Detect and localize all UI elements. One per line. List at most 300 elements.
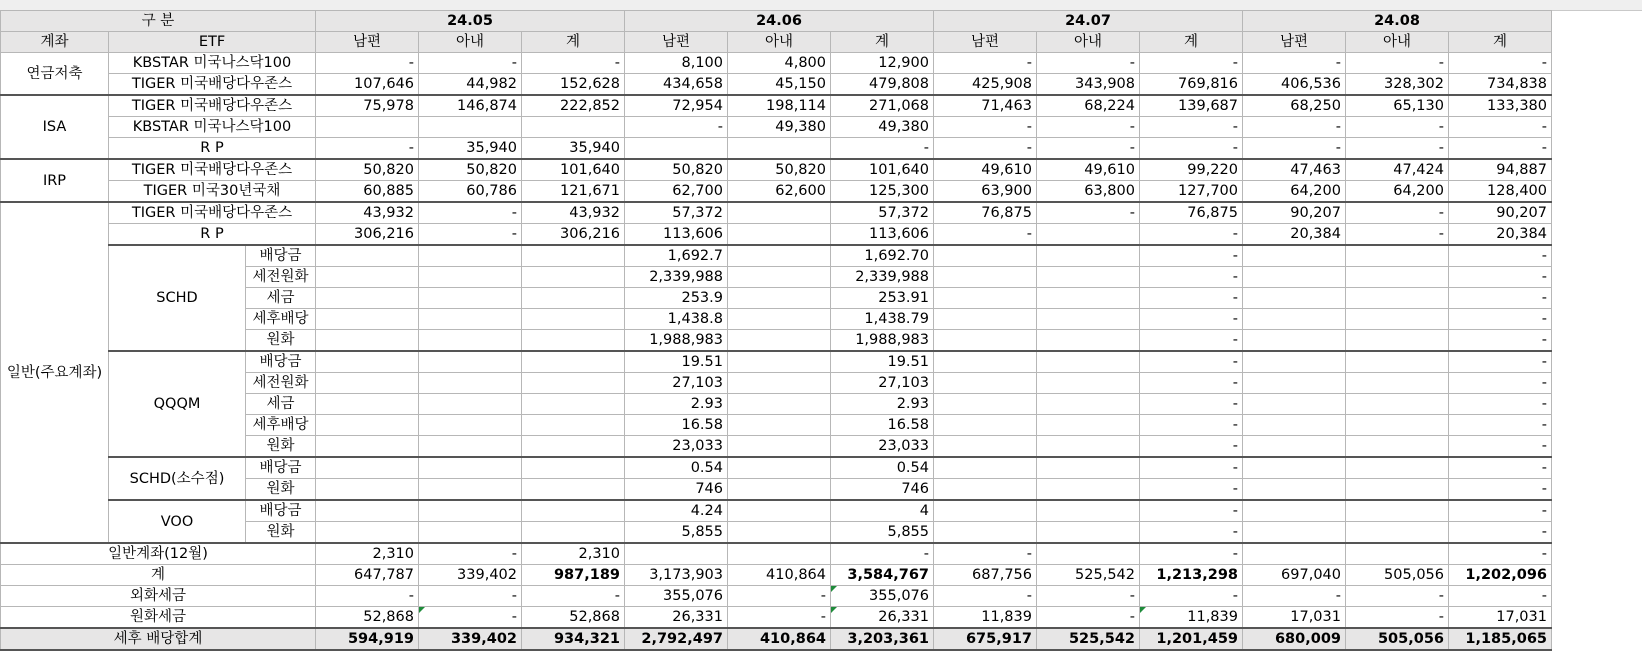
value-cell[interactable] [1346,457,1449,479]
value-cell[interactable]: - [1140,500,1243,522]
value-cell[interactable]: 52,868 [316,607,419,629]
value-cell[interactable]: - [1449,373,1552,394]
value-cell[interactable] [522,288,625,309]
value-cell[interactable] [1243,309,1346,330]
value-cell[interactable]: - [522,586,625,607]
value-cell[interactable]: 4.24 [625,500,728,522]
value-cell[interactable] [1037,394,1140,415]
value-cell[interactable]: 8,100 [625,53,728,74]
value-cell[interactable]: 50,820 [316,159,419,181]
value-cell[interactable]: - [1449,288,1552,309]
value-cell[interactable]: 76,875 [1140,202,1243,224]
value-cell[interactable]: 76,875 [934,202,1037,224]
value-cell[interactable]: 594,919 [316,628,419,650]
value-cell[interactable]: 43,932 [316,202,419,224]
value-cell[interactable] [419,351,522,373]
value-cell[interactable]: 27,103 [625,373,728,394]
value-cell[interactable] [419,394,522,415]
sub-header[interactable]: 아내 [419,32,522,53]
value-cell[interactable] [522,330,625,352]
value-cell[interactable]: 20,384 [1449,224,1552,246]
value-cell[interactable] [522,415,625,436]
total-label[interactable]: 계 [1,565,316,586]
value-cell[interactable]: 17,031 [1243,607,1346,629]
value-cell[interactable]: 27,103 [831,373,934,394]
value-cell[interactable] [728,138,831,160]
value-cell[interactable] [1037,351,1140,373]
value-cell[interactable]: 406,536 [1243,74,1346,96]
value-cell[interactable] [316,288,419,309]
etf-label[interactable]: TIGER 미국배당다우존스 [109,95,316,117]
value-cell[interactable]: 987,189 [522,565,625,586]
value-cell[interactable] [934,500,1037,522]
value-cell[interactable] [419,288,522,309]
value-cell[interactable]: - [1449,500,1552,522]
value-cell[interactable]: 1,185,065 [1449,628,1552,650]
value-cell[interactable] [728,457,831,479]
value-cell[interactable] [316,117,419,138]
value-cell[interactable]: - [419,224,522,246]
value-cell[interactable] [1243,415,1346,436]
value-cell[interactable] [419,415,522,436]
value-cell[interactable] [1243,394,1346,415]
value-cell[interactable] [522,500,625,522]
value-cell[interactable]: 2,339,988 [831,267,934,288]
value-cell[interactable]: 52,868 [522,607,625,629]
value-cell[interactable] [728,543,831,565]
value-cell[interactable]: 222,852 [522,95,625,117]
value-cell[interactable] [1037,436,1140,458]
item-label[interactable]: 원화 [246,522,316,544]
value-cell[interactable]: 50,820 [728,159,831,181]
fund-label[interactable]: SCHD [109,245,246,351]
value-cell[interactable]: 43,932 [522,202,625,224]
value-cell[interactable] [1243,373,1346,394]
item-label[interactable]: 원화 [246,479,316,501]
value-cell[interactable] [1243,288,1346,309]
value-cell[interactable]: 47,463 [1243,159,1346,181]
value-cell[interactable] [1037,522,1140,544]
value-cell[interactable] [419,309,522,330]
item-label[interactable]: 배당금 [246,457,316,479]
sub-header[interactable]: 아내 [728,32,831,53]
value-cell[interactable] [419,373,522,394]
account-label[interactable]: ISA [1,95,109,159]
value-cell[interactable] [728,500,831,522]
etf-header[interactable]: ETF [109,32,316,53]
value-cell[interactable] [522,351,625,373]
value-cell[interactable]: - [1140,138,1243,160]
value-cell[interactable]: 687,756 [934,565,1037,586]
value-cell[interactable]: 3,203,361 [831,628,934,650]
value-cell[interactable]: - [1243,53,1346,74]
value-cell[interactable] [316,330,419,352]
value-cell[interactable]: - [1140,436,1243,458]
value-cell[interactable] [1243,267,1346,288]
value-cell[interactable] [316,522,419,544]
value-cell[interactable]: - [831,543,934,565]
value-cell[interactable]: - [1037,607,1140,629]
value-cell[interactable] [522,457,625,479]
value-cell[interactable]: - [934,543,1037,565]
value-cell[interactable] [1346,479,1449,501]
value-cell[interactable] [419,330,522,352]
value-cell[interactable]: 253.91 [831,288,934,309]
value-cell[interactable] [522,436,625,458]
value-cell[interactable] [1346,330,1449,352]
value-cell[interactable] [1037,500,1140,522]
value-cell[interactable]: - [1037,117,1140,138]
sub-header[interactable]: 남편 [625,32,728,53]
value-cell[interactable] [728,436,831,458]
sub-header[interactable]: 남편 [1243,32,1346,53]
sub-header[interactable]: 아내 [1037,32,1140,53]
value-cell[interactable]: 60,786 [419,181,522,203]
value-cell[interactable]: 328,302 [1346,74,1449,96]
value-cell[interactable]: - [1140,479,1243,501]
value-cell[interactable]: 16.58 [831,415,934,436]
value-cell[interactable]: - [1346,607,1449,629]
month-header[interactable]: 24.08 [1243,11,1552,32]
value-cell[interactable]: 75,978 [316,95,419,117]
value-cell[interactable]: - [1449,138,1552,160]
value-cell[interactable] [419,457,522,479]
value-cell[interactable] [1243,479,1346,501]
value-cell[interactable]: 746 [625,479,728,501]
value-cell[interactable]: 1,201,459 [1140,628,1243,650]
value-cell[interactable]: - [1243,117,1346,138]
item-label[interactable]: 세후배당 [246,415,316,436]
value-cell[interactable]: - [1140,224,1243,246]
item-label[interactable]: 세금 [246,394,316,415]
value-cell[interactable] [1346,522,1449,544]
value-cell[interactable]: - [1449,415,1552,436]
value-cell[interactable]: - [1449,53,1552,74]
value-cell[interactable] [1346,373,1449,394]
value-cell[interactable]: - [1449,394,1552,415]
item-label[interactable]: 세전원화 [246,373,316,394]
value-cell[interactable]: - [1140,415,1243,436]
value-cell[interactable]: 101,640 [831,159,934,181]
etf-label[interactable]: TIGER 미국30년국채 [109,181,316,203]
total-label[interactable]: 외화세금 [1,586,316,607]
value-cell[interactable] [419,522,522,544]
value-cell[interactable]: 90,207 [1449,202,1552,224]
value-cell[interactable]: - [1140,522,1243,544]
value-cell[interactable]: 113,606 [831,224,934,246]
value-cell[interactable] [419,267,522,288]
item-label[interactable]: 원화 [246,436,316,458]
value-cell[interactable]: 113,606 [625,224,728,246]
value-cell[interactable]: - [1449,351,1552,373]
value-cell[interactable] [1346,267,1449,288]
value-cell[interactable]: 2,792,497 [625,628,728,650]
account-label[interactable]: 연금저축 [1,53,109,96]
item-label[interactable]: 원화 [246,330,316,352]
value-cell[interactable] [934,415,1037,436]
value-cell[interactable] [1037,415,1140,436]
value-cell[interactable] [1243,500,1346,522]
value-cell[interactable]: - [831,138,934,160]
value-cell[interactable] [1243,457,1346,479]
value-cell[interactable]: 63,800 [1037,181,1140,203]
value-cell[interactable]: 50,820 [625,159,728,181]
value-cell[interactable]: - [1140,351,1243,373]
value-cell[interactable]: 769,816 [1140,74,1243,96]
value-cell[interactable]: - [1037,202,1140,224]
value-cell[interactable] [934,245,1037,267]
account-header[interactable]: 계좌 [1,32,109,53]
value-cell[interactable] [316,415,419,436]
value-cell[interactable]: - [419,53,522,74]
value-cell[interactable]: 16.58 [625,415,728,436]
value-cell[interactable]: 505,056 [1346,628,1449,650]
value-cell[interactable]: 35,940 [419,138,522,160]
value-cell[interactable]: 746 [831,479,934,501]
value-cell[interactable]: 62,600 [728,181,831,203]
value-cell[interactable] [934,330,1037,352]
value-cell[interactable] [934,351,1037,373]
value-cell[interactable]: 1,213,298 [1140,565,1243,586]
value-cell[interactable]: 64,200 [1243,181,1346,203]
value-cell[interactable]: 50,820 [419,159,522,181]
item-label[interactable]: 배당금 [246,351,316,373]
value-cell[interactable]: - [316,586,419,607]
value-cell[interactable]: 355,076 [625,586,728,607]
value-cell[interactable]: 101,640 [522,159,625,181]
value-cell[interactable]: - [1140,288,1243,309]
value-cell[interactable] [1346,415,1449,436]
value-cell[interactable]: - [1346,53,1449,74]
value-cell[interactable]: 647,787 [316,565,419,586]
value-cell[interactable] [934,288,1037,309]
value-cell[interactable] [728,288,831,309]
value-cell[interactable]: - [316,53,419,74]
value-cell[interactable]: - [1346,202,1449,224]
fund-label[interactable]: QQQM [109,351,246,457]
value-cell[interactable]: 26,331 [831,607,934,629]
account-label[interactable]: 일반(주요계좌) [1,202,109,543]
value-cell[interactable]: 410,864 [728,565,831,586]
value-cell[interactable]: 49,380 [831,117,934,138]
value-cell[interactable] [934,436,1037,458]
value-cell[interactable]: - [1449,543,1552,565]
month-header[interactable]: 24.05 [316,11,625,32]
value-cell[interactable]: 68,250 [1243,95,1346,117]
value-cell[interactable] [419,479,522,501]
value-cell[interactable] [419,436,522,458]
value-cell[interactable]: 63,900 [934,181,1037,203]
sub-header[interactable]: 계 [522,32,625,53]
value-cell[interactable]: 339,402 [419,628,522,650]
value-cell[interactable] [1243,522,1346,544]
value-cell[interactable]: - [1140,309,1243,330]
sub-header[interactable]: 계 [1140,32,1243,53]
value-cell[interactable] [934,522,1037,544]
value-cell[interactable] [934,394,1037,415]
value-cell[interactable]: 49,610 [934,159,1037,181]
value-cell[interactable]: 0.54 [831,457,934,479]
value-cell[interactable] [522,522,625,544]
value-cell[interactable] [522,373,625,394]
item-label[interactable]: 배당금 [246,245,316,267]
value-cell[interactable] [1037,288,1140,309]
value-cell[interactable]: 65,130 [1346,95,1449,117]
fund-label[interactable]: SCHD(소수점) [109,457,246,500]
value-cell[interactable] [1037,224,1140,246]
value-cell[interactable] [522,479,625,501]
total-label[interactable]: 원화세금 [1,607,316,629]
value-cell[interactable] [1346,309,1449,330]
value-cell[interactable]: - [1140,267,1243,288]
value-cell[interactable]: 107,646 [316,74,419,96]
value-cell[interactable]: 339,402 [419,565,522,586]
value-cell[interactable]: - [419,607,522,629]
value-cell[interactable]: - [1346,586,1449,607]
value-cell[interactable]: - [1037,138,1140,160]
value-cell[interactable]: - [419,543,522,565]
value-cell[interactable]: 152,628 [522,74,625,96]
value-cell[interactable]: - [934,53,1037,74]
value-cell[interactable]: 72,954 [625,95,728,117]
value-cell[interactable]: - [1346,224,1449,246]
etf-label[interactable]: R P [109,224,316,246]
value-cell[interactable]: 1,438.79 [831,309,934,330]
value-cell[interactable] [728,224,831,246]
value-cell[interactable] [1037,479,1140,501]
value-cell[interactable]: 125,300 [831,181,934,203]
value-cell[interactable] [934,479,1037,501]
value-cell[interactable]: 121,671 [522,181,625,203]
value-cell[interactable]: - [1449,117,1552,138]
value-cell[interactable]: - [1140,373,1243,394]
value-cell[interactable] [728,373,831,394]
value-cell[interactable] [1346,436,1449,458]
value-cell[interactable] [934,457,1037,479]
category-header[interactable]: 구 분 [1,11,316,32]
value-cell[interactable]: - [1037,53,1140,74]
value-cell[interactable] [728,394,831,415]
value-cell[interactable] [728,522,831,544]
value-cell[interactable]: 23,033 [831,436,934,458]
item-label[interactable]: 세전원화 [246,267,316,288]
value-cell[interactable]: 410,864 [728,628,831,650]
value-cell[interactable]: 35,940 [522,138,625,160]
value-cell[interactable] [419,117,522,138]
value-cell[interactable]: 1,692.7 [625,245,728,267]
value-cell[interactable]: - [1140,586,1243,607]
etf-label[interactable]: KBSTAR 미국나스닥100 [109,53,316,74]
value-cell[interactable]: - [934,224,1037,246]
value-cell[interactable] [1037,543,1140,565]
value-cell[interactable]: - [625,117,728,138]
value-cell[interactable] [522,309,625,330]
value-cell[interactable]: 57,372 [625,202,728,224]
value-cell[interactable]: - [728,607,831,629]
value-cell[interactable] [1037,309,1140,330]
value-cell[interactable]: 94,887 [1449,159,1552,181]
value-cell[interactable]: - [1140,330,1243,352]
value-cell[interactable]: - [1449,586,1552,607]
value-cell[interactable] [316,479,419,501]
value-cell[interactable]: 11,839 [934,607,1037,629]
value-cell[interactable] [316,245,419,267]
value-cell[interactable]: 355,076 [831,586,934,607]
value-cell[interactable]: 934,321 [522,628,625,650]
value-cell[interactable]: 64,200 [1346,181,1449,203]
value-cell[interactable]: 90,207 [1243,202,1346,224]
value-cell[interactable]: 734,838 [1449,74,1552,96]
value-cell[interactable] [522,394,625,415]
total-label[interactable]: 세후 배당합계 [1,628,316,650]
value-cell[interactable]: - [1449,330,1552,352]
value-cell[interactable] [1346,351,1449,373]
value-cell[interactable]: 306,216 [522,224,625,246]
value-cell[interactable] [316,436,419,458]
value-cell[interactable]: 425,908 [934,74,1037,96]
value-cell[interactable] [1037,330,1140,352]
value-cell[interactable] [522,267,625,288]
value-cell[interactable]: - [1449,309,1552,330]
value-cell[interactable]: 1,692.70 [831,245,934,267]
value-cell[interactable]: - [1449,479,1552,501]
value-cell[interactable]: 253.9 [625,288,728,309]
value-cell[interactable] [934,267,1037,288]
value-cell[interactable]: 680,009 [1243,628,1346,650]
value-cell[interactable]: 1,988,983 [831,330,934,352]
value-cell[interactable]: 127,700 [1140,181,1243,203]
value-cell[interactable]: 306,216 [316,224,419,246]
value-cell[interactable]: - [316,138,419,160]
value-cell[interactable]: 49,380 [728,117,831,138]
value-cell[interactable]: 57,372 [831,202,934,224]
value-cell[interactable]: - [1140,53,1243,74]
value-cell[interactable]: - [728,586,831,607]
value-cell[interactable]: 62,700 [625,181,728,203]
value-cell[interactable]: - [1449,267,1552,288]
value-cell[interactable] [934,309,1037,330]
value-cell[interactable]: 45,150 [728,74,831,96]
value-cell[interactable] [1243,330,1346,352]
value-cell[interactable]: 17,031 [1449,607,1552,629]
etf-label[interactable]: KBSTAR 미국나스닥100 [109,117,316,138]
value-cell[interactable]: 525,542 [1037,565,1140,586]
value-cell[interactable]: - [1140,245,1243,267]
value-cell[interactable]: 71,463 [934,95,1037,117]
value-cell[interactable] [1243,543,1346,565]
value-cell[interactable] [728,267,831,288]
value-cell[interactable] [1346,500,1449,522]
value-cell[interactable]: 271,068 [831,95,934,117]
item-label[interactable]: 배당금 [246,500,316,522]
value-cell[interactable] [316,309,419,330]
value-cell[interactable] [625,543,728,565]
value-cell[interactable]: 139,687 [1140,95,1243,117]
value-cell[interactable]: 505,056 [1346,565,1449,586]
value-cell[interactable]: - [1037,586,1140,607]
value-cell[interactable] [1037,245,1140,267]
value-cell[interactable]: 11,839 [1140,607,1243,629]
value-cell[interactable]: 68,224 [1037,95,1140,117]
etf-label[interactable]: R P [109,138,316,160]
value-cell[interactable] [1346,394,1449,415]
fund-label[interactable]: VOO [109,500,246,543]
value-cell[interactable] [1037,267,1140,288]
value-cell[interactable]: 47,424 [1346,159,1449,181]
sub-header[interactable]: 계 [831,32,934,53]
value-cell[interactable]: 5,855 [625,522,728,544]
value-cell[interactable]: - [1449,457,1552,479]
